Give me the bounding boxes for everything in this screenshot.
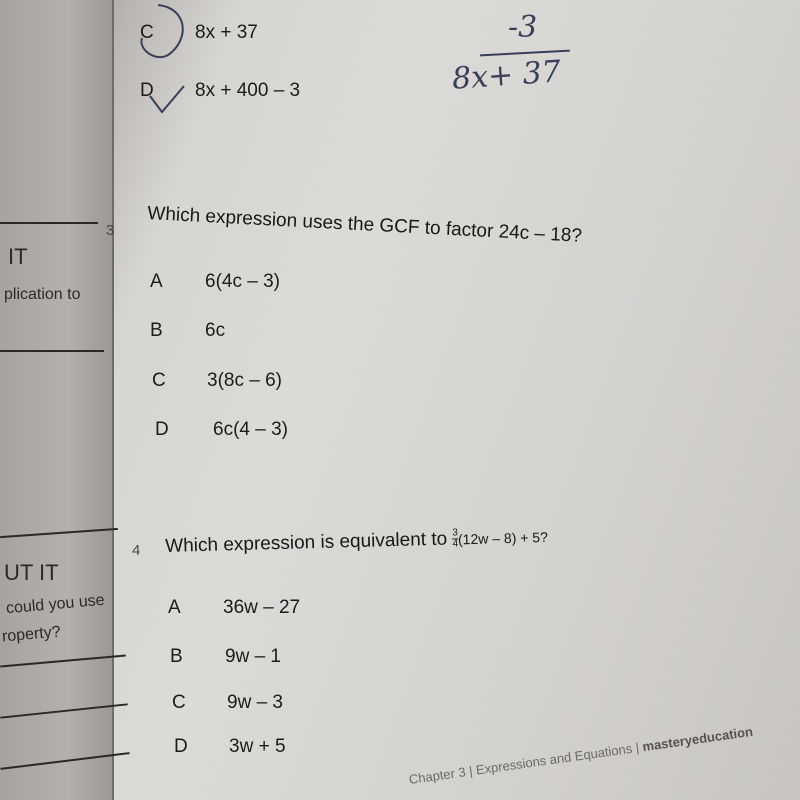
hand-drawn-check-mark [148, 82, 188, 116]
sidebar-label: could you use [5, 591, 106, 618]
option-letter: C [172, 692, 186, 713]
option-letter: C [152, 370, 166, 391]
footer-chapter: Chapter 3 | Expressions and Equations | [407, 739, 640, 787]
footer-brand: masteryeducation [641, 723, 754, 755]
q4-option-b[interactable] [170, 646, 281, 668]
q4-option-d[interactable] [174, 736, 286, 758]
q3-option-a[interactable] [150, 271, 280, 293]
page-footer [408, 724, 754, 787]
option-expression: 9w – 1 [225, 646, 281, 667]
sidebar-label: roperty? [1, 623, 62, 646]
option-letter: D [174, 736, 188, 757]
prompt-text-end: (12w – 8) + 5? [457, 528, 549, 548]
option-expression: 9w – 3 [227, 692, 283, 713]
q3-option-b[interactable] [150, 320, 225, 342]
option-expression: 6c(4 – 3) [213, 419, 288, 440]
option-expression: 3(8c – 6) [207, 370, 282, 391]
hand-drawn-circle [118, 0, 208, 70]
sidebar-rule-top [0, 222, 98, 224]
option-expression: 3w + 5 [229, 736, 286, 757]
option-expression: 36w – 27 [223, 597, 301, 618]
q3-option-d[interactable] [155, 419, 288, 441]
option-letter: A [150, 271, 163, 292]
sidebar-label: plication to [4, 286, 81, 303]
handwritten-result: 8x+ 37 [450, 54, 562, 97]
q4-option-c[interactable] [172, 692, 283, 714]
option-letter: A [168, 597, 181, 618]
q4-option-a[interactable] [168, 597, 300, 619]
sidebar-rule-middle [0, 350, 104, 352]
question-4-prompt [165, 526, 548, 558]
choice-letter: D [140, 80, 154, 101]
left-margin-column [0, 0, 114, 800]
choice-expression: 8x + 37 [195, 22, 258, 43]
option-letter: B [150, 320, 163, 341]
q3-option-c[interactable] [152, 370, 282, 392]
sidebar-label: UT IT [4, 560, 59, 585]
question-4-number: 4 [132, 542, 141, 559]
sidebar-label: IT [8, 244, 28, 269]
option-letter: D [155, 419, 169, 440]
prompt-text: Which expression is equivalent to [165, 528, 448, 557]
fraction-denominator: 4 [452, 538, 459, 550]
choice-letter: C [140, 22, 154, 43]
question-3-prompt: Which expression uses the GCF to factor 24c – 18? [146, 203, 583, 247]
question-3-number: 3 [106, 222, 115, 239]
fraction-numerator: 3 [452, 527, 459, 539]
option-letter: B [170, 646, 183, 667]
choice-expression: 8x + 400 – 3 [195, 80, 301, 101]
option-expression: 6(4c – 3) [205, 271, 280, 292]
handwritten-number: -3 [508, 10, 538, 45]
option-expression: 6c [205, 320, 226, 341]
